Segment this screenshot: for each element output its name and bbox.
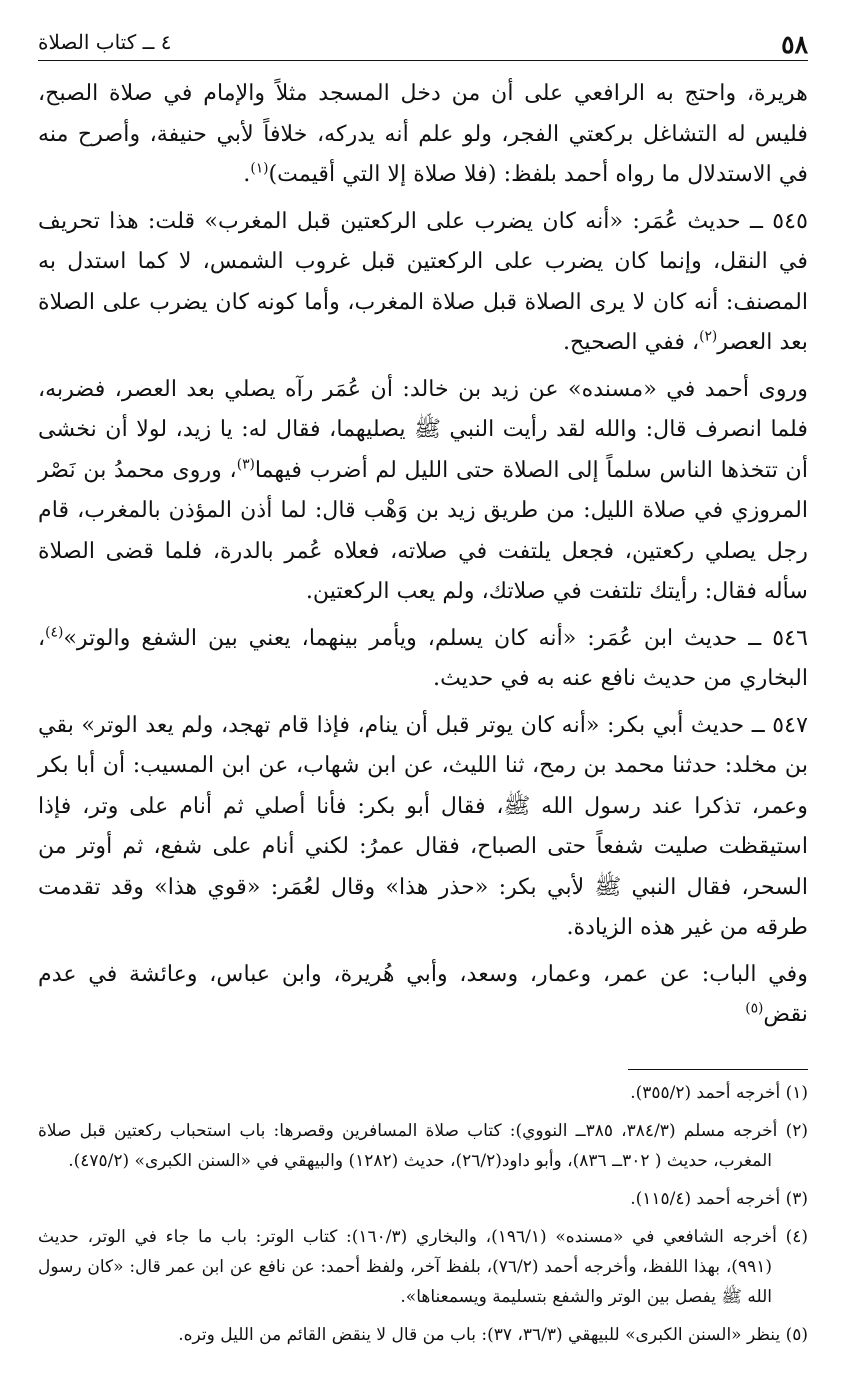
paragraph-text: ، وروى محمدُ بن نَصْر المروزي في صلاة الليل: من طريق زيد بن وَهْب قال: لما أذن المؤذن بالمغرب، قام رجل يصلي ركعتين، فجعل يلتفت في صلاته، فعلاه عُمر بالدرة، فلما قضى الصلاة سأله فقال: رأيتك تلتفت في صلاتك، ولم يعب الركعتين. [38, 456, 808, 604]
running-title: ٤ ــ كتاب الصلاة [38, 30, 172, 54]
paragraph-text: وفي الباب: عن عمر، وعمار، وسعد، وأبي هُريرة، وابن عباس، وعائشة في عدم نقض [38, 960, 808, 1027]
paragraph-text: وروى أحمد في «مسنده» عن زيد بن خالد: أن عُمَر رآه يصلي بعد العصر، فضربه، فلما انصرف قال: والله لقد رأيت النبي ﷺ يصليهما، فقال له: يا زيد، لولا أن نخشى أن تتخذها الناس سلماً إلى الصلاة حتى الليل لم أضرب فيهما [38, 375, 808, 483]
paragraph-text: هريرة، واحتج به الرافعي على أن من دخل المسجد مثلاً والإمام في صلاة الصبح، فليس له التشاغل بركعتي الفجر، ولو علم أنه يدركه، خلافاً لأبي حنيفة، وأصرح منه في الاستدلال ما رواه أحمد بلفظ: (فلا صلاة إلا التي أقيمت) [38, 80, 808, 187]
footnote-marker: (٣) [236, 456, 255, 473]
footnote-4: (٤) أخرجه الشافعي في «مسنده» (١٩٦/١)، والبخاري (١٦٠/٣): كتاب الوتر: باب ما جاء في الوتر، حديث (٩٩١)، بهذا اللفظ، وأخرجه أحمد (٧٦/٢)، بلفظ آخر، ولفظ أحمد: عن نافع عن ابن عمر قال: «كان رسول الله ﷺ يفصل بين الوتر والشفع بتسليمة ويسمعناها». [38, 1226, 808, 1307]
book-page [38, 26, 808, 1358]
footnote-marker: (٢) [699, 328, 718, 345]
footnote-marker: (٤) [45, 624, 64, 641]
page-header [38, 26, 808, 61]
footnote-3: (٣) أخرجه أحمد (١١٥/٤). [630, 1188, 808, 1209]
footnote-marker: (٥) [745, 1000, 764, 1017]
main-text [38, 73, 808, 1035]
footnotes [38, 1078, 808, 1350]
page-number: ٥٨ [781, 30, 808, 59]
paragraph: هريرة، واحتج به الرافعي على أن من دخل المسجد مثلاً والإمام في صلاة الصبح، فليس له التشاغل بركعتي الفجر، ولو علم أنه يدركه، خلافاً لأبي حنيفة، وأصرح منه في الاستدلال ما رواه أحمد بلفظ: (فلا صلاة إلا التي أقيمت)$^{(١)}$. [38, 80, 808, 187]
paragraph-text: ٥٤٧ ــ حديث أبي بكر: «أنه كان يوتر قبل أن ينام، فإذا قام تهجد، ولم يعد الوتر» بقي بن مخلد: حدثنا محمد بن رمح، ثنا الليث، عن ابن شهاب، عن ابن المسيب: أن أبا بكر وعمر، تذكرا عند رسول الله ﷺ، فقال أبو بكر: فأنا أصلي ثم أنام على وتر، فإذا استيقظت صليت شفعاً حتى الصباح، فقال عمرُ: لكني أنام على شفع، ثم أوتر من السحر، فقال النبي ﷺ لأبي بكر: «حذر هذا» وقال لعُمَر: «قوي هذا» وقد تقدمت طرقه من غير هذه الزيادة. [38, 711, 808, 940]
footnote-5: (٥) ينظر «السنن الكبرى» للبيهقي (٣٦/٣، ٣٧): باب من قال لا ينقض القائم من الليل وتره. [178, 1324, 808, 1345]
paragraph-text: ، ففي الصحيح. [563, 329, 700, 355]
footnote-separator [628, 1069, 808, 1070]
paragraph-text: ، البخاري من حديث نافع عنه به في حديث. [38, 624, 808, 691]
paragraph-text: ٥٤٥ ــ حديث عُمَر: «أنه كان يضرب على الركعتين قبل المغرب» قلت: هذا تحريف في النقل، وإنما كان يضرب على الركعتين قبل غروب الشمس، لا كما استدل به المصنف: أنه كان لا يرى الصلاة قبل صلاة المغرب، وأما كونه كان يضرب على الصلاة بعد العصر [38, 207, 808, 355]
hadith-547 [38, 705, 808, 948]
footnote-2: (٢) أخرجه مسلم (٣٨٤/٣، ٣٨٥ــ النووي): كتاب صلاة المسافرين وقصرها: باب استحباب ركعتين قبل صلاة المغرب، حديث ( ٣٠٢ــ ٨٣٦)، وأبو داود(٢٦/٢)، حديث (١٢٨٢) والبيهقي في «السنن الكبرى» (٤٧٥/٢). [38, 1120, 808, 1171]
hadith-545 [38, 201, 808, 363]
paragraph-text: ٥٤٦ ــ حديث ابن عُمَر: «أنه كان يسلم، ويأمر بينهما، يعني بين الشفع والوتر» [63, 624, 808, 651]
paragraph [38, 369, 808, 612]
hadith-546 [38, 618, 808, 699]
footnote-1: (١) أخرجه أحمد (٣٥٥/٢). [630, 1082, 808, 1103]
footnote-marker: (١) [250, 160, 269, 177]
paragraph [38, 954, 808, 1035]
